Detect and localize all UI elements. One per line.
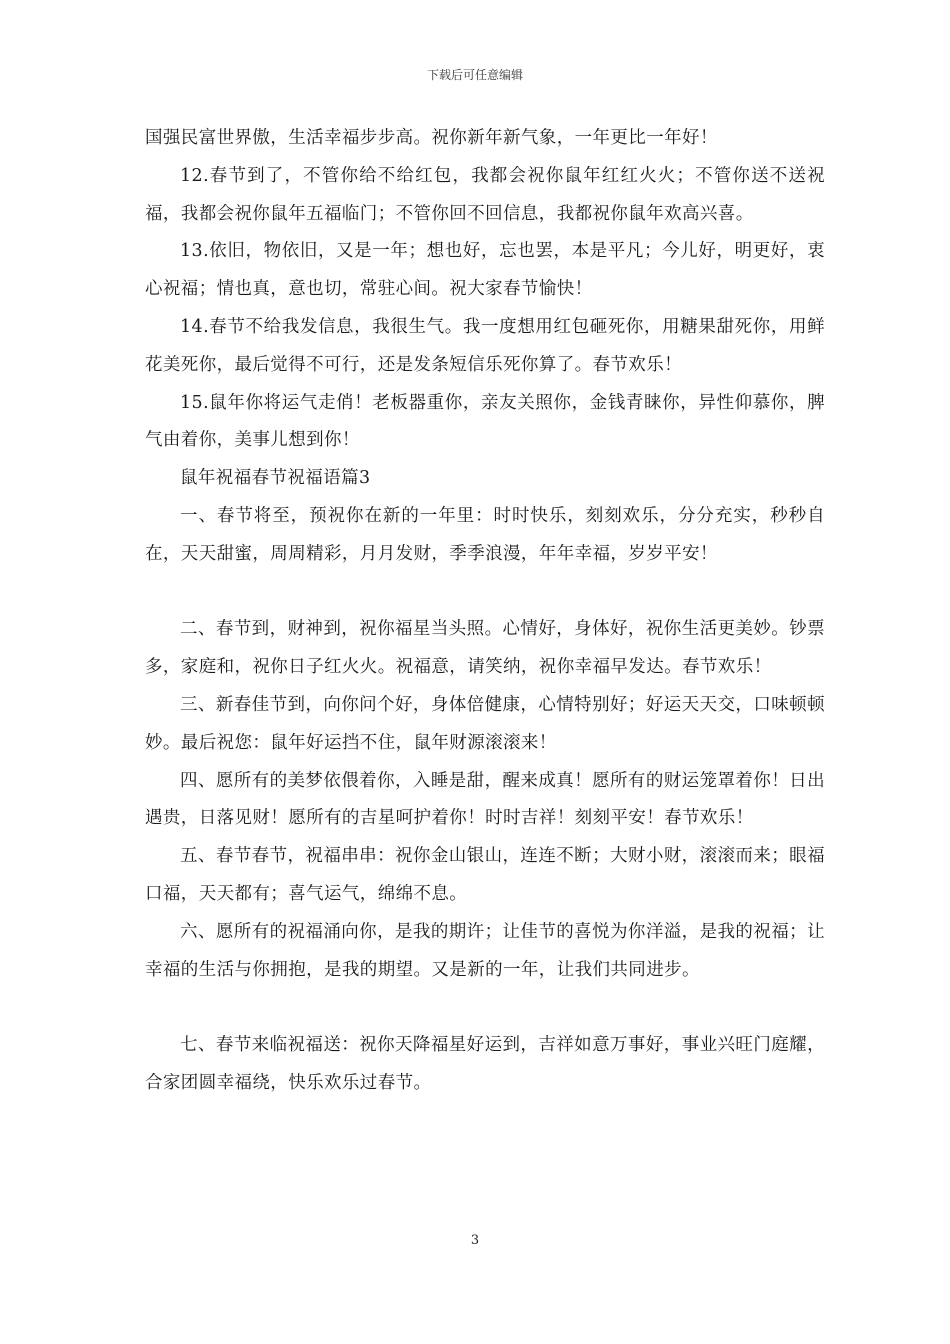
paragraph: 三、新春佳节到，向你问个好，身体倍健康，心情特别好；好运天天交，口味顿顿妙。最后祝您：鼠年好运挡不住，鼠年财源滚滚来！ [145,694,825,753]
page-header: 下载后可任意编辑 [426,68,523,82]
paragraph: 五、春节春节，祝福串串：祝你金山银山，连连不断；大财小财，滚滚而来；眼福口福，天天都有；喜气运气，绵绵不息。 [145,846,825,904]
section-heading: 鼠年祝福春节祝福语篇3 [180,468,371,489]
paragraph: 13.依旧，物依旧，又是一年；想也好，忘也罢，本是平凡；今儿好，明更好，衷心祝福；情也真，意也切，常驻心间。祝大家春节愉快！ [145,241,825,300]
document-body [145,120,825,1103]
paragraph: 六、愿所有的祝福涌向你，是我的期许；让佳节的喜悦为你洋溢，是我的祝福；让幸福的生活与你拥抱，是我的期望。又是新的一年，让我们共同进步。 [145,921,825,980]
paragraph: 15.鼠年你将运气走俏！老板器重你，亲友关照你，金钱青睐你，异性仰慕你，脾气由着你，美事儿想到你！ [145,392,825,451]
paragraph: 14.春节不给我发信息，我很生气。我一度想用红包砸死你，用糖果甜死你，用鲜花美死你，最后觉得不可行，还是发条短信乐死你算了。春节欢乐！ [145,316,825,375]
blank-line [145,574,825,612]
paragraph: 二、春节到，财神到，祝你福星当头照。心情好，身体好，祝你生活更美妙。钞票多，家庭和，祝你日子红火火。祝福意，请笑纳，祝你幸福早发达。春节欢乐！ [145,619,825,678]
paragraph: 四、愿所有的美梦依偎着你，入睡是甜，醒来成真！愿所有的财运笼罩着你！日出遇贵，日落见财！愿所有的吉星呵护着你！时时吉祥！刻刻平安！春节欢乐！ [145,770,825,829]
paragraph: 国强民富世界傲，生活幸福步步高。祝你新年新气象，一年更比一年好！ [145,128,718,148]
paragraph: 一、春节将至，预祝你在新的一年里：时时快乐，刻刻欢乐，分分充实，秒秒自在，天天甜蜜，周周精彩，月月发财，季季浪漫，年年幸福，岁岁平安！ [145,505,825,564]
paragraph: 七、春节来临祝福送：祝你天降福星好运到，吉祥如意万事好，事业兴旺门庭耀，合家团圆幸福绕，快乐欢乐过春节。 [145,1035,825,1093]
paragraph: 12.春节到了，不管你给不给红包，我都会祝你鼠年红红火火；不管你送不送祝福，我都会祝你鼠年五福临门；不管你回不回信息，我都祝你鼠年欢高兴喜。 [145,165,825,224]
page-number: 3 [470,1233,480,1248]
blank-line [145,989,825,1027]
